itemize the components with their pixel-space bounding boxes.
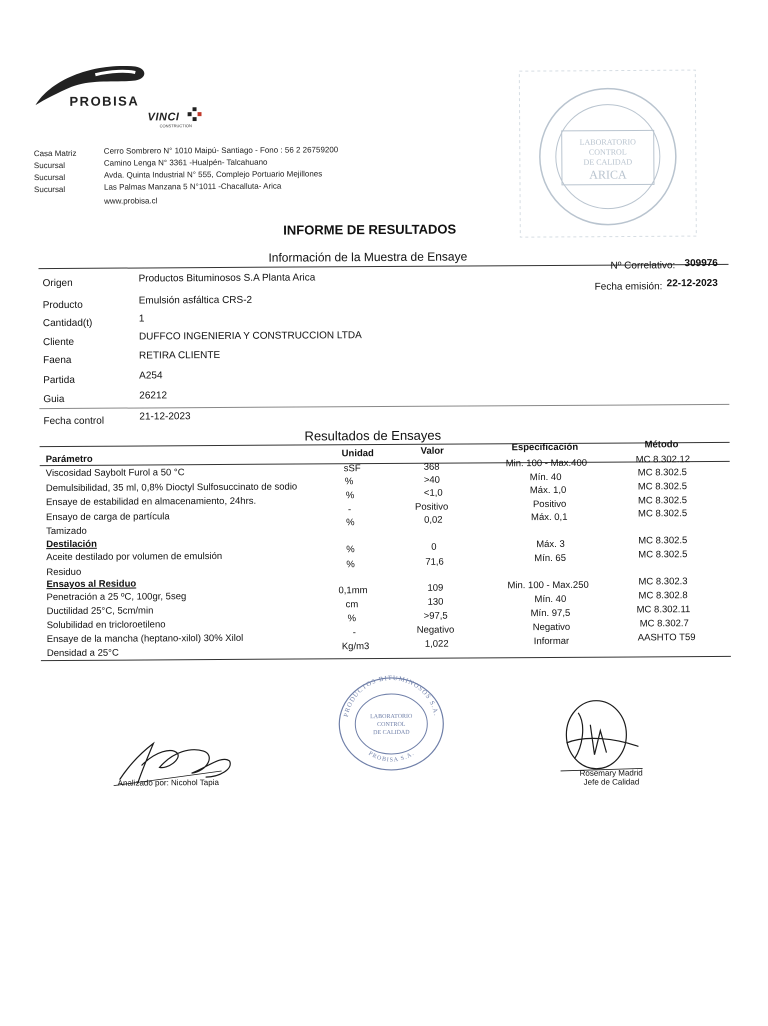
row-param: Densidad a 25°C xyxy=(46,647,119,660)
fecha-emision-value: 22-12-2023 xyxy=(666,277,718,290)
row-spec: Informar xyxy=(533,635,570,648)
col-header-metodo: Método xyxy=(644,439,679,451)
divider xyxy=(41,656,731,661)
row-param: Residuo xyxy=(46,566,82,579)
field-value-producto: Emulsión asfáltica CRS-2 xyxy=(138,294,253,307)
col-header-especificacion: Especificación xyxy=(511,441,579,454)
address-text: Las Palmas Manzana 5 N°1011 -Chacalluta- Arica xyxy=(103,181,282,192)
field-label-cantidad: Cantidad(t) xyxy=(42,317,93,330)
signer-name: Rosemary Madrid xyxy=(579,768,643,778)
field-value-origen: Productos Bituminosos S.A Planta Arica xyxy=(138,272,316,285)
row-unit: Kg/m3 xyxy=(341,641,370,653)
row-value: >97,5 xyxy=(423,610,448,622)
row-spec: Min. 100 - Max.250 xyxy=(507,579,589,592)
col-header-valor: Valor xyxy=(420,445,444,457)
lab-stamp-faint xyxy=(517,68,698,239)
col-header-parametro: Parámetro xyxy=(45,453,93,466)
row-unit: - xyxy=(352,627,356,639)
partner-subtitle: CONSTRUCTION xyxy=(159,123,192,129)
row-value: 130 xyxy=(427,596,444,608)
field-value-cliente: DUFFCO INGENIERIA Y CONSTRUCCION LTDA xyxy=(138,330,362,343)
address-text: Avda. Quinta Industrial N° 555, Complejo Portuario Mejillones xyxy=(103,169,323,180)
stamp-ring-text: PRODUCTOS BITUMINOSOS S.A. xyxy=(342,674,440,718)
row-param: Tamizado xyxy=(46,525,87,538)
correlativo-value: 309976 xyxy=(684,257,718,270)
row-value: Negativo xyxy=(416,624,455,636)
results-title: Resultados de Ensayes xyxy=(304,427,442,444)
row-value: 0 xyxy=(431,541,437,553)
partner-name: VINCI xyxy=(147,111,180,124)
row-unit: 0,1mm xyxy=(338,585,368,597)
field-value-fecha-control: 21-12-2023 xyxy=(139,411,191,423)
row-unit: % xyxy=(345,490,355,502)
row-unit: % xyxy=(344,476,354,488)
field-label-producto: Producto xyxy=(42,299,83,312)
row-value: 368 xyxy=(423,461,440,473)
divider xyxy=(39,404,729,409)
address-text: Cerro Sombrero N° 1010 Maipú- Santiago - Fono : 56 2 26759200 xyxy=(103,145,339,156)
stamp-bottom-text: PROBISA S.A. xyxy=(367,750,416,764)
section-heading-ensayos-residuo: Ensayos al Residuo xyxy=(46,578,137,591)
row-unit: % xyxy=(346,559,355,571)
field-value-faena: RETIRA CLIENTE xyxy=(139,349,221,362)
signer-role: Jefe de Calidad xyxy=(583,777,640,787)
row-param: Penetración a 25 ºC, 100gr, 5seg xyxy=(46,591,187,604)
row-method: MC 8.302.3 xyxy=(638,576,688,588)
row-unit: - xyxy=(347,504,352,516)
row-unit: % xyxy=(347,613,357,625)
row-spec: Min. 100 - Max.400 xyxy=(505,457,588,470)
row-value: 109 xyxy=(427,582,444,594)
analyst-signature-label: Analizado por: Nicohol Tapia xyxy=(117,778,219,788)
divider xyxy=(40,461,730,466)
field-value-cantidad: 1 xyxy=(138,313,145,325)
row-method: MC 8.302.12 xyxy=(635,454,691,466)
row-value: <1,0 xyxy=(423,487,443,499)
row-param: Viscosidad Saybolt Furol a 50 °C xyxy=(45,467,185,480)
row-value: >40 xyxy=(423,474,440,486)
row-method: MC 8.302.11 xyxy=(636,604,691,616)
row-method: MC 8.302.8 xyxy=(638,590,688,602)
stamp-center-text: CONTROL xyxy=(588,147,627,157)
field-value-guia: 26212 xyxy=(139,390,168,402)
row-spec: Negativo xyxy=(532,621,571,634)
stamp-center-text: DE CALIDAD xyxy=(373,729,410,737)
vinci-logo-icon xyxy=(188,107,202,121)
row-param: Ductilidad 25°C, 5cm/min xyxy=(46,605,154,618)
row-param: Aceite destilado por volumen de emulsión xyxy=(46,550,223,564)
row-param: Demulsibilidad, 35 ml, 0,8% Dioctyl Sulfosuccinato de sodio xyxy=(45,481,298,495)
address-label: Sucursal xyxy=(33,184,66,195)
row-unit: cm xyxy=(345,599,359,611)
row-value: 71,6 xyxy=(425,556,444,568)
signature-right-icon xyxy=(556,694,646,777)
row-method: MC 8.302.5 xyxy=(638,549,688,561)
row-spec: Mín. 97,5 xyxy=(530,607,571,620)
row-param: Ensaye de la mancha (heptano-xilol) 30% Xilol xyxy=(46,632,244,646)
row-param: Ensaye de estabilidad en almacenamiento, 24hrs. xyxy=(45,495,257,509)
row-method: AASHTO T59 xyxy=(637,632,696,644)
row-method: MC 8.302.5 xyxy=(637,508,688,520)
row-spec: Mín. 40 xyxy=(529,471,562,484)
svg-text:PRODUCTOS BITUMINOSOS S.A. xyxy=(342,674,440,721)
fecha-emision-label: Fecha emisión: xyxy=(594,281,663,293)
row-value: Positivo xyxy=(414,501,449,513)
col-header-unidad: Unidad xyxy=(341,448,374,460)
row-unit: % xyxy=(346,544,355,556)
section-heading-destilacion: Destilación xyxy=(46,538,97,551)
row-spec: Máx. 3 xyxy=(536,538,565,551)
row-value: 0,02 xyxy=(424,514,443,526)
row-method: MC 8.302.5 xyxy=(637,495,688,507)
row-param: Ensayo de carga de partícula xyxy=(45,511,170,524)
address-text: Camino Lenga N° 3361 -Hualpén- Talcahuano xyxy=(103,157,268,168)
stamp-center-text: LABORATORIO xyxy=(370,713,413,721)
lab-stamp xyxy=(333,672,450,773)
row-spec: Máx. 1,0 xyxy=(529,484,567,497)
row-unit: % xyxy=(346,517,355,529)
sample-info-title: Información de la Muestra de Ensaye xyxy=(268,249,468,265)
row-unit: sSF xyxy=(343,463,361,475)
row-spec: Mín. 40 xyxy=(534,593,567,606)
address-label: Sucursal xyxy=(33,172,66,183)
svg-text:PROBISA S.A. xyxy=(367,751,416,764)
row-param: Solubilidad en tricloroetileno xyxy=(46,619,166,632)
row-value: 1,022 xyxy=(424,638,449,650)
correlativo-label: Nº Correlativo: xyxy=(610,260,676,272)
field-label-partida: Partida xyxy=(43,374,75,387)
field-label-origen: Origen xyxy=(42,277,73,290)
stamp-center-text: CONTROL xyxy=(377,721,406,729)
row-spec: Máx. 0,1 xyxy=(531,511,568,524)
row-method: MC 8.302.5 xyxy=(637,467,687,479)
stamp-center-text: LABORATORIO xyxy=(579,137,636,147)
row-method: MC 8.302.5 xyxy=(638,535,688,547)
address-label: Casa Matriz xyxy=(33,148,77,159)
row-method: MC 8.302.5 xyxy=(637,481,688,493)
stamp-center-text: ARICA xyxy=(589,167,627,182)
website-link[interactable]: www.probisa.cl xyxy=(104,196,158,206)
field-label-cliente: Cliente xyxy=(42,336,75,349)
address-label: Sucursal xyxy=(33,160,66,171)
field-label-fecha-control: Fecha control xyxy=(43,415,105,428)
row-spec: Mín. 65 xyxy=(534,552,567,565)
row-spec: Positivo xyxy=(532,498,567,511)
field-label-faena: Faena xyxy=(43,354,72,367)
report-title: INFORME DE RESULTADOS xyxy=(283,221,457,238)
stamp-center-text: DE CALIDAD xyxy=(583,157,633,167)
field-value-partida: A254 xyxy=(139,370,163,382)
row-method: MC 8.302.7 xyxy=(639,618,689,630)
field-label-guia: Guia xyxy=(43,393,65,406)
company-name: PROBISA xyxy=(69,93,140,109)
